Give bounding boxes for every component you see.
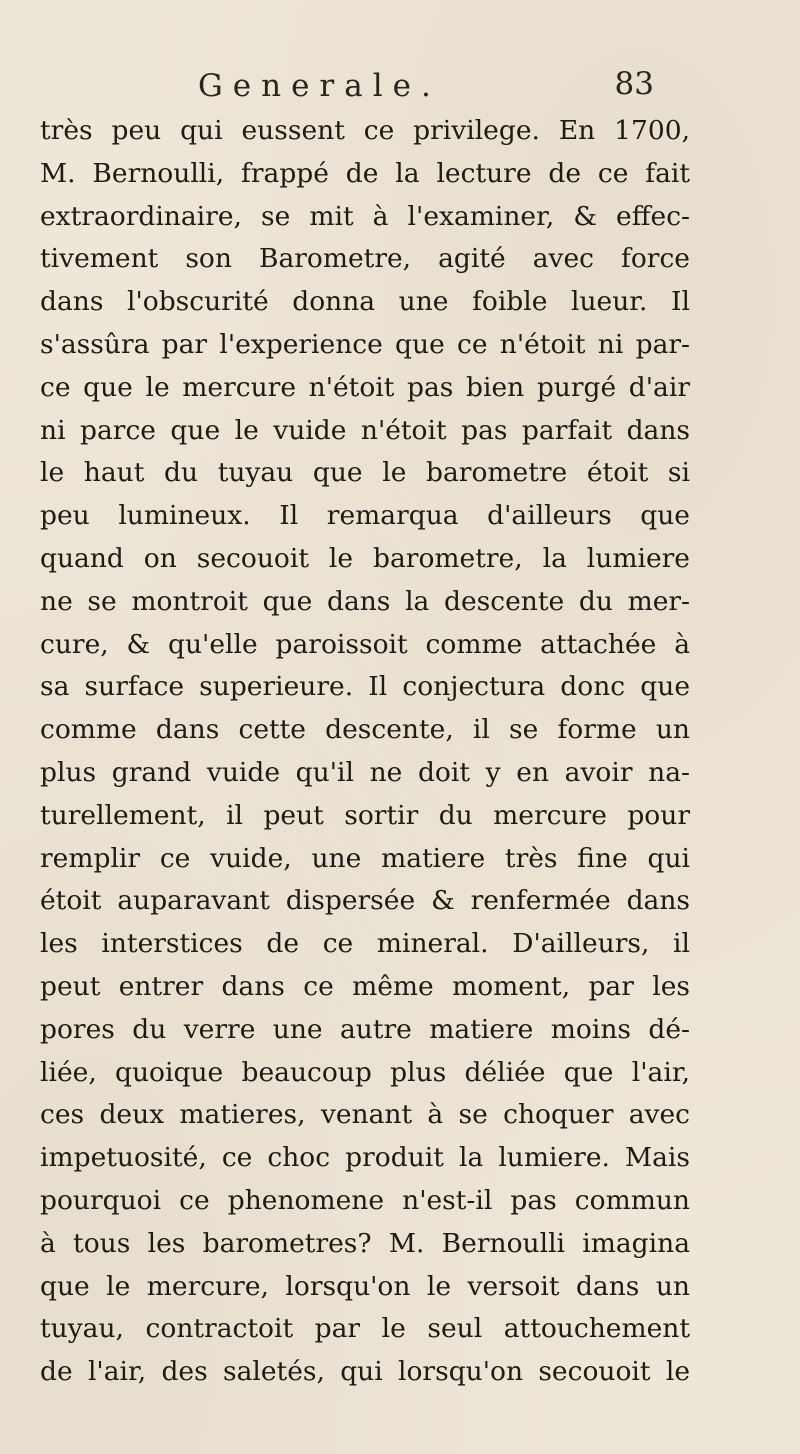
text-line: s'assûra par l'experience que ce n'étoit ni par- (40, 328, 690, 360)
body-text (40, 110, 690, 1394)
text-line: quand on secouoit le barometre, la lumiere (40, 542, 690, 574)
text-line: étoit auparavant dispersée & renfermée dans (40, 885, 690, 917)
page-number: 83 (614, 66, 654, 102)
text-line: M. Bernoulli, frappé de la lecture de ce fait (40, 157, 690, 189)
text-line: les interstices de ce mineral. D'ailleurs, il (40, 928, 690, 960)
text-line: tuyau, contractoit par le seul attouchement (40, 1313, 690, 1345)
text-line: liée, quoique beaucoup plus déliée que l'air, (40, 1056, 690, 1088)
text-line: ces deux matieres, venant à se choquer avec (40, 1099, 690, 1131)
text-line: dans l'obscurité donna une foible lueur. Il (40, 286, 690, 318)
running-title: Generale. (198, 68, 441, 104)
text-line: comme dans cette descente, il se forme un (40, 714, 690, 746)
text-line: turellement, il peut sortir du mercure pour (40, 799, 690, 831)
text-line: plus grand vuide qu'il ne doit y en avoir na- (40, 756, 690, 788)
text-line: de l'air, des saletés, qui lorsqu'on secouoit le (40, 1356, 690, 1388)
text-line: ne se montroit que dans la descente du mer- (40, 585, 690, 617)
text-line: tivement son Barometre, agité avec force (40, 243, 690, 275)
text-line: peut entrer dans ce même moment, par les (40, 970, 690, 1002)
text-line: cure, & qu'elle paroissoit comme attachée à (40, 628, 690, 660)
text-line: sa surface superieure. Il conjectura donc que (40, 671, 690, 703)
text-line: le haut du tuyau que le barometre étoit si (40, 457, 690, 489)
text-line: ni parce que le vuide n'étoit pas parfait dans (40, 414, 690, 446)
text-line: à tous les barometres? M. Bernoulli imagina (40, 1227, 690, 1259)
text-line: pourquoi ce phenomene n'est-il pas commun (40, 1184, 690, 1216)
text-line: peu lumineux. Il remarqua d'ailleurs que (40, 500, 690, 532)
text-line: pores du verre une autre matiere moins dé- (40, 1013, 690, 1045)
text-line: très peu qui eussent ce privilege. En 1700, (40, 115, 690, 146)
text-line: impetuosité, ce choc produit la lumiere. Mais (40, 1142, 690, 1174)
text-line: que le mercure, lorsqu'on le versoit dans un (40, 1270, 690, 1302)
text-line: remplir ce vuide, une matiere très fine qui (40, 842, 690, 874)
running-head (198, 68, 654, 108)
text-line: extraordinaire, se mit à l'examiner, & effec- (40, 200, 690, 232)
text-line: ce que le mercure n'étoit pas bien purgé d'air (40, 371, 690, 403)
